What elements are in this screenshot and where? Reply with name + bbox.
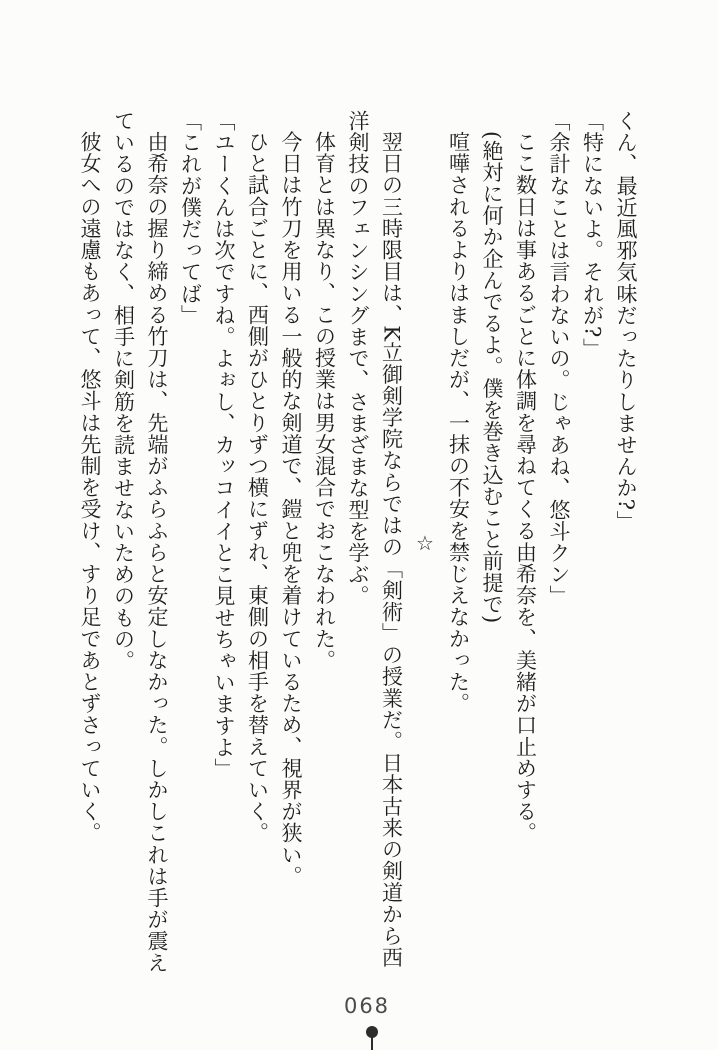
- text-column: 由希奈の握り締める竹刀は、先端がふらふらと安定しなかった。しかしこれは手が震え: [145, 131, 169, 974]
- text-column: 彼女への遠慮もあって、悠斗は先制を受け、すり足であとずさっていく。: [78, 131, 102, 844]
- text-column-dialogue: 「特にないよ。それが?」: [580, 110, 605, 360]
- text-column: ひと試合ごとに、西側がひとりずつ横にずれ、東側の相手を替えていく。: [245, 131, 270, 844]
- text-column-dialogue: 「これが僕だってば」: [178, 110, 203, 326]
- text-column-dialogue: 「ユーくんは次ですね。よぉし、カッコイイとこ見せちゃいますよ」: [212, 110, 236, 780]
- binding-mark-line: [371, 1036, 373, 1050]
- text-column: くん、最近風邪気味だったりしませんか?」: [614, 110, 638, 533]
- vertical-text-block: [73, 110, 643, 976]
- text-column: 洋剣技のフェンシングまで、さまざまな型を学ぶ。: [346, 110, 370, 607]
- section-separator-star: ☆: [413, 531, 437, 555]
- page-number: 068: [343, 994, 391, 1018]
- text-column: ここ数日は事あるごとに体調を尋ねてくる由希奈を、美緒が口止めする。: [513, 131, 538, 844]
- text-column: ているのではなく、相手に剣筋を読ませないためのもの。: [111, 110, 136, 672]
- text-column: 体育とは異なり、この授業は男女混合でおこなわれた。: [312, 131, 337, 671]
- text-column: 翌日の三時限目は、K立御剣学院ならではの「剣術」の授業だ。日本古来の剣道から西: [379, 131, 404, 969]
- text-column: 今日は竹刀を用いる一般的な剣道で、鎧と兜を着けているため、視界が狭い。: [279, 131, 303, 887]
- text-column-dialogue: 「余計なことは言わないの。じゃあね、悠斗クン」: [547, 110, 571, 607]
- text-column: 喧嘩されるよりはましだが、一抹の不安を禁じえなかった。: [446, 131, 471, 715]
- text-column-parenthetical: (絶対に何か企んでるよ。僕を巻き込むこと前提で): [480, 131, 504, 624]
